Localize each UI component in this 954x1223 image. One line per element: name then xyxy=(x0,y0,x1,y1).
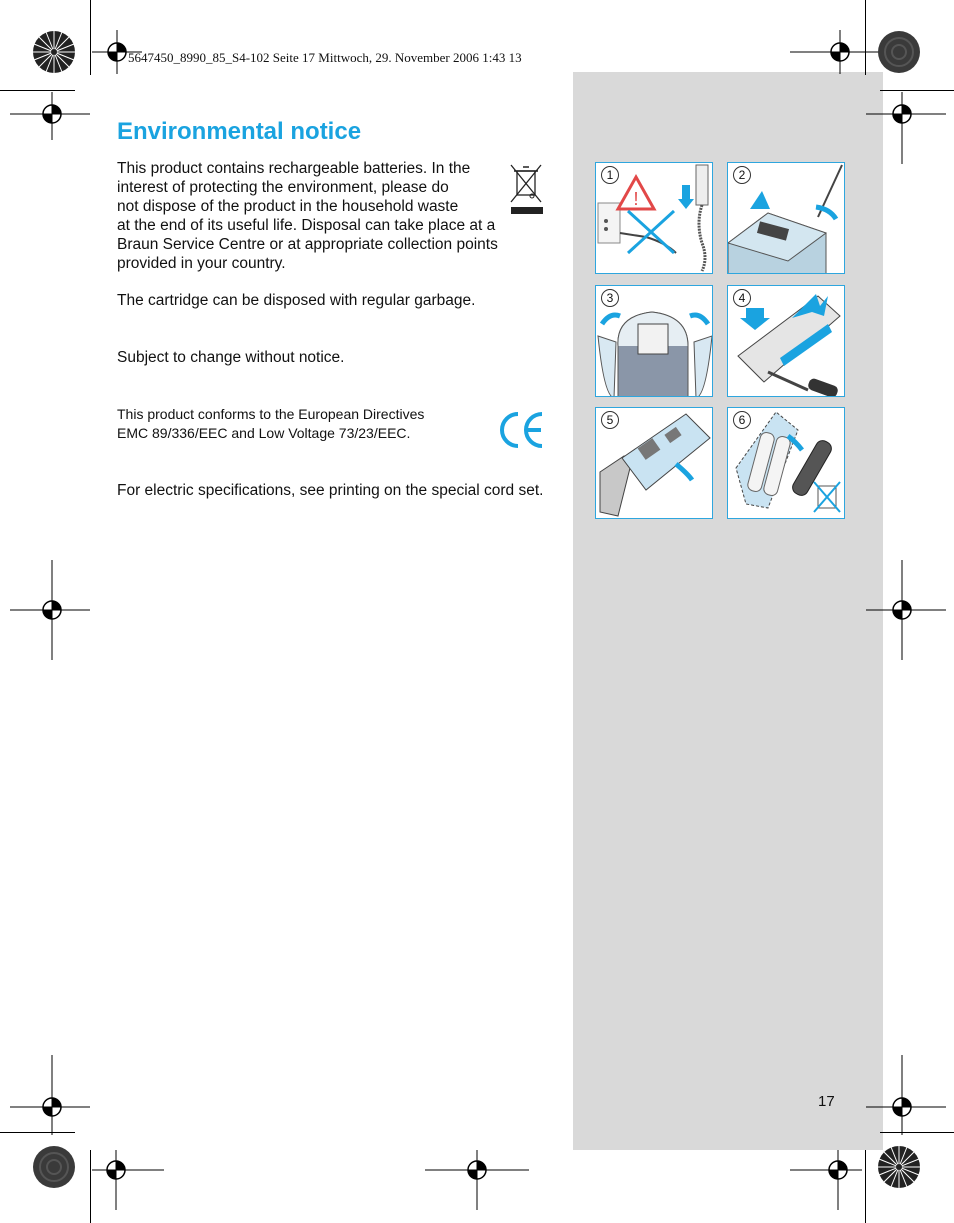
color-wheel-icon xyxy=(877,30,921,74)
registration-mark-icon xyxy=(866,560,946,660)
crop-mark xyxy=(880,90,954,91)
registration-mark-icon xyxy=(790,1150,862,1210)
conformity-paragraph xyxy=(117,405,424,443)
text-line: provided in your country. xyxy=(117,255,286,272)
figure-3 xyxy=(595,285,713,397)
ce-mark-icon xyxy=(498,410,546,450)
print-header: 5647450_8990_85_S4-102 Seite 17 Mittwoch, 29. November 2006 1:43 13 xyxy=(128,50,522,65)
text-line: at the end of its useful life. Disposal can take place at a xyxy=(117,217,496,234)
svg-text:!: ! xyxy=(633,189,639,209)
text-line: This product conforms to the European Directives xyxy=(117,406,425,422)
color-wheel-icon xyxy=(32,1145,76,1189)
registration-mark-icon xyxy=(866,1055,946,1135)
figure-6 xyxy=(727,407,845,519)
electric-specifications-paragraph: For electric specifications, see printing on the special cord set. xyxy=(117,482,544,499)
figure-2 xyxy=(727,162,845,274)
text-line: not dispose of the product in the household waste xyxy=(117,198,459,215)
crossed-out-wheelie-bin-icon xyxy=(508,162,544,216)
figure-4 xyxy=(727,285,845,397)
color-wheel-icon xyxy=(32,30,76,74)
cartridge-paragraph: The cartridge can be disposed with regular garbage. xyxy=(117,292,476,309)
figure-1 xyxy=(595,162,713,274)
crop-mark xyxy=(90,0,91,75)
page-title: Environmental notice xyxy=(117,118,362,145)
color-wheel-icon xyxy=(877,1145,921,1189)
registration-mark-icon xyxy=(92,1150,164,1210)
batteries-paragraph xyxy=(117,159,557,273)
figure-number: 6 xyxy=(733,411,751,429)
registration-mark-icon xyxy=(10,92,90,140)
text-line: This product contains rechargeable batteries. In the xyxy=(117,160,471,177)
page-number: 17 xyxy=(818,1093,835,1110)
registration-mark-icon xyxy=(10,560,90,660)
text-line: interest of protecting the environment, please do xyxy=(117,179,449,196)
registration-mark-icon xyxy=(10,1055,90,1135)
registration-mark-icon xyxy=(790,30,890,74)
figure-number: 2 xyxy=(733,166,751,184)
crop-mark xyxy=(90,1150,91,1223)
figure-5 xyxy=(595,407,713,519)
figure-number: 3 xyxy=(601,289,619,307)
figure-number: 5 xyxy=(601,411,619,429)
figure-number: 4 xyxy=(733,289,751,307)
registration-mark-icon xyxy=(866,92,946,164)
crop-mark xyxy=(865,1150,866,1223)
registration-mark-icon xyxy=(425,1150,529,1210)
subject-to-change-paragraph: Subject to change without notice. xyxy=(117,349,345,366)
figure-number: 1 xyxy=(601,166,619,184)
text-line: EMC 89/336/EEC and Low Voltage 73/23/EEC. xyxy=(117,425,411,441)
text-line: Braun Service Centre or at appropriate collection points xyxy=(117,236,498,253)
crop-mark xyxy=(0,90,75,91)
